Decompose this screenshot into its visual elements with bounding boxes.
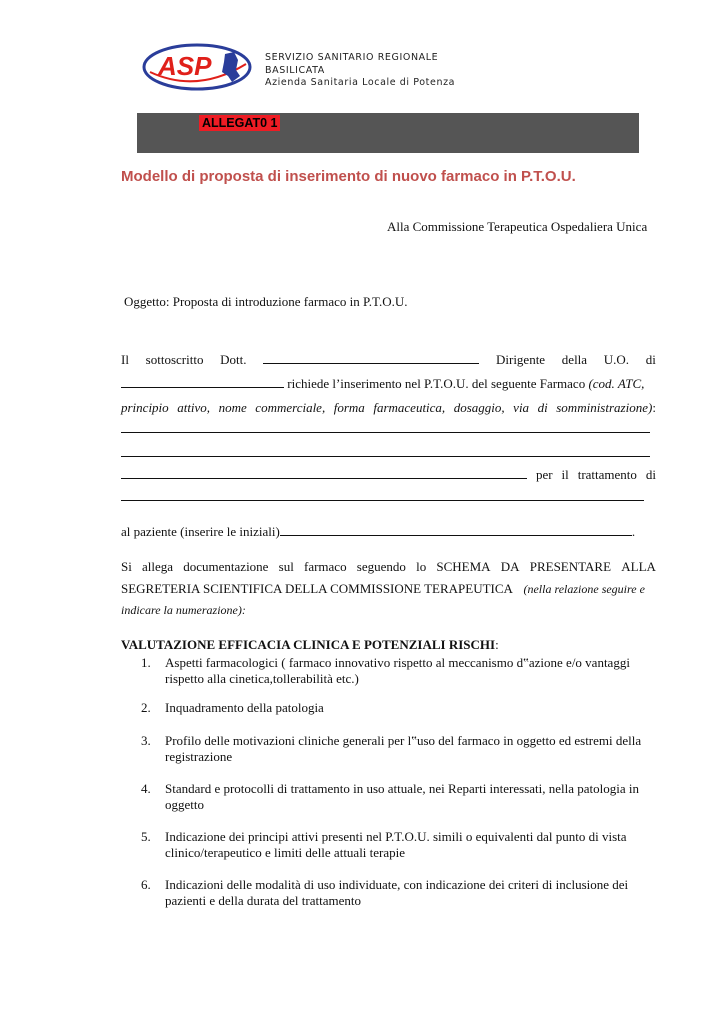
word: sottoscritto [145,352,204,367]
item-number: 1. [141,655,151,670]
section-heading [121,637,499,653]
organization-name [265,52,455,90]
form-row-2 [121,376,644,392]
item-number: 5. [141,829,151,844]
subject: Oggetto: Proposta di introduzione farmaco in P.T.O.U. [124,294,408,309]
word: Dirigente [495,352,546,367]
item-text: Profilo delle motivazioni cliniche generali per l‟uso del farmaco in oggetto ed estremi della registrazione [165,733,642,764]
org-line-3: Azienda Sanitaria Locale di Potenza [265,77,456,88]
drug-field-line-3[interactable] [121,467,527,479]
word: principio [121,400,169,415]
word: di [537,400,548,415]
word: attivo, [177,400,211,415]
word: seguendo [356,559,406,574]
item-text: Standard e protocolli di trattamento in uso attuale, nei Reparti interessati, nella patologia in oggetto [165,781,640,812]
word: Si [121,559,132,574]
basilicata-map-icon [222,52,240,82]
word: somministrazione) [556,400,653,415]
word: documentazione [183,559,269,574]
word: U.O. [603,352,630,367]
word: allega [142,559,174,574]
attachment-label: ALLEGAT0 1 [199,115,280,131]
form-row-3 [121,400,656,416]
word: farmaco [304,559,347,574]
word: PRESENTARE [529,559,612,574]
item-number: 2. [141,700,151,715]
atc-hint: (cod. ATC, [588,376,645,391]
org-line-1: SERVIZIO SANITARIO REGIONALE [265,52,439,63]
word: sul [278,559,294,574]
org-line-2: BASILICATA [265,64,325,76]
attachment-hint: (nella relazione seguire e [523,582,645,596]
doctor-name-field[interactable] [263,352,479,364]
unit-field[interactable] [121,376,284,388]
word: di [645,467,656,482]
asp-logo [142,42,254,92]
word: nome [218,400,247,415]
word: il [561,467,569,482]
word: SCHEMA [436,559,491,574]
word: DA [500,559,520,574]
word: farmaceutica, [373,400,446,415]
word: commerciale, [255,400,326,415]
word: dosaggio, [453,400,505,415]
form-row-1 [121,352,656,368]
word: Il [121,352,129,367]
patient-initials-field[interactable] [280,524,632,536]
recipient: Alla Commissione Terapeutica Ospedaliera Unica [387,219,648,234]
item-text: Indicazione dei principi attivi presenti nel P.T.O.U. simili o equivalenti dal punto di vista clinico/terapeutico e limiti delle attuali terapie [165,829,627,860]
drug-field-line-1[interactable] [121,432,650,433]
word: di [645,352,656,367]
logo-text: ASP [158,51,212,81]
word: lo [416,559,427,574]
form-row-6 [121,467,656,483]
punct: : [495,637,499,652]
attachment-row-2 [121,581,645,597]
item-text: Indicazioni delle modalità di uso individuate, con indicazione dei criteri di inclusione dei pazienti e della durata del trattamento [165,877,629,908]
punct: : [652,400,656,415]
header-banner [137,113,639,153]
item-text: Aspetti farmacologici ( farmaco innovativo rispetto al meccanismo d‟azione e/o vantaggi rispetto alla cinetica,tollerabilità etc.) [165,655,630,686]
attachment-row-1 [121,559,656,575]
item-text: Inquadramento della patologia [165,700,324,715]
treatment-field-line[interactable] [121,500,644,501]
request-text: richiede l’inserimento nel P.T.O.U. del seguente Farmaco [287,376,586,391]
word: forma [333,400,365,415]
attachment-row-3: indicare la numerazione): [121,603,246,617]
section-heading-text: VALUTAZIONE EFFICACIA CLINICA E POTENZIALI RISCHI [121,637,496,652]
item-number: 3. [141,733,151,748]
patient-row [121,524,635,540]
word: trattamento [577,467,637,482]
document-title: Modello di proposta di inserimento di nuovo farmaco in P.T.O.U. [121,168,576,185]
patient-label: al paziente (inserire le iniziali) [121,524,280,539]
drug-field-line-2[interactable] [121,456,650,457]
word: Dott. [220,352,247,367]
punct: . [631,524,636,539]
word: della [561,352,588,367]
item-number: 4. [141,781,151,796]
word: via [513,400,530,415]
attachment-text: SEGRETERIA SCIENTIFICA DELLA COMMISSIONE TERAPEUTICA [121,581,513,596]
word: ALLA [621,559,656,574]
word: per [535,467,553,482]
item-number: 6. [141,877,151,892]
